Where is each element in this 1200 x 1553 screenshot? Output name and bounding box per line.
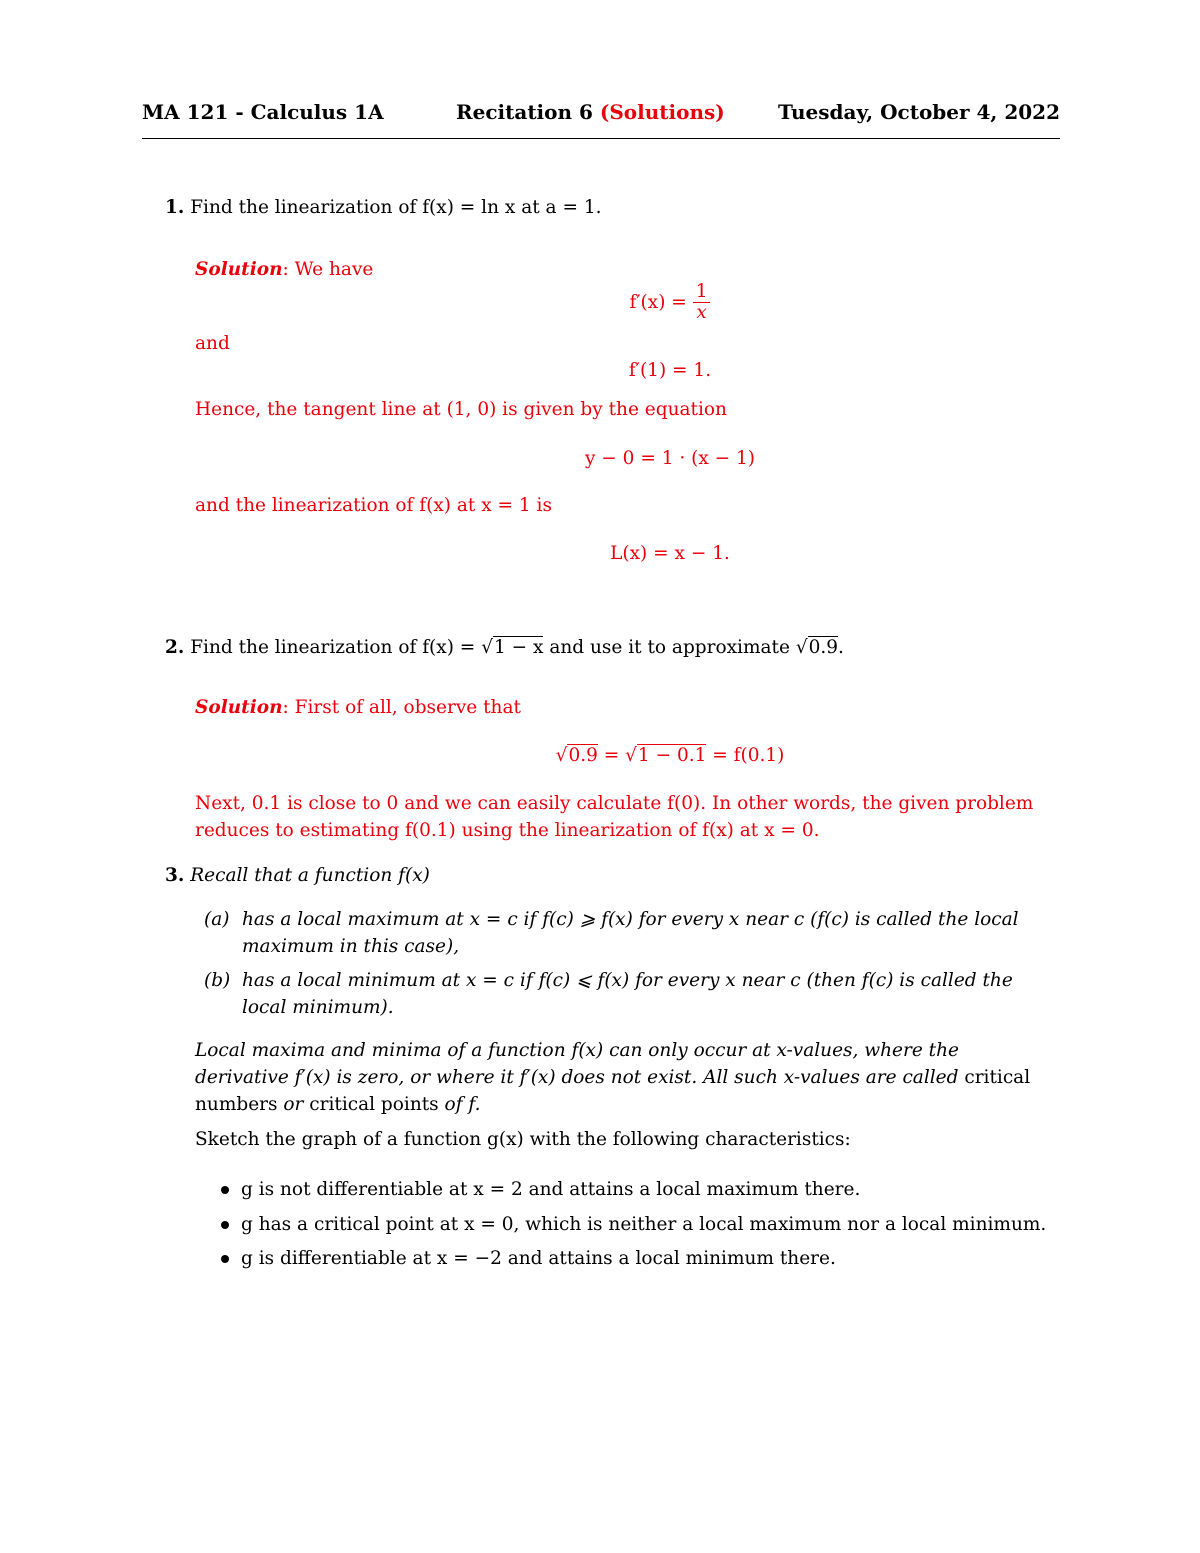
- equation-tangent-line: y − 0 = 1 · (x − 1): [584, 448, 756, 469]
- item-b-line2: local minimum).: [242, 997, 394, 1018]
- course-title: MA 121 - Calculus 1A: [142, 100, 384, 124]
- item-b-line1: has a local minimum at x = c if f(c) ⩽ f(x) for every x near c (then f(c) is called the: [242, 970, 1013, 991]
- sqrt-zero-point-nine: √0.9: [795, 637, 839, 658]
- list-item-text: g is differentiable at x = −2 and attains a local minimum there.: [241, 1248, 836, 1269]
- solution-intro-text: : First of all, observe that: [282, 697, 521, 718]
- problem2-text-b: and use it to approximate: [543, 637, 796, 658]
- list-item: [221, 1247, 836, 1271]
- equation-linearization: L(x) = x − 1.: [610, 543, 730, 564]
- radicand-one-minus-x: 1 − x: [493, 637, 544, 658]
- header-rule: [142, 138, 1060, 139]
- problem1-text: Find the linearization of f(x) = ln x at a = 1.: [190, 197, 602, 218]
- problem1-question: [165, 196, 602, 220]
- item-a-label: (a): [204, 909, 230, 930]
- linearization-text: and the linearization of f(x) at x = 1 is: [195, 495, 552, 516]
- equation-sqrt-identity: [142, 744, 1198, 768]
- bullet-icon: [221, 1221, 229, 1229]
- recitation-label: Recitation 6: [456, 100, 593, 124]
- fraction-denominator: x: [696, 302, 707, 324]
- equation-derivative-at-1: f′(1) = 1.: [628, 360, 712, 381]
- recitation-title: [456, 100, 725, 124]
- critical-points-line2: [195, 1066, 1030, 1090]
- list-item-text: g has a critical point at x = 0, which is neither a local maximum nor a local minimum.: [241, 1214, 1047, 1235]
- problem2-solution-intro: [195, 696, 521, 720]
- problem1-number: 1.: [165, 197, 185, 218]
- sketch-instruction: Sketch the graph of a function g(x) with the following characteristics:: [195, 1129, 851, 1150]
- equation-derivative: [142, 282, 1198, 324]
- bullet-icon: [221, 1186, 229, 1194]
- equals-sign: =: [597, 745, 626, 766]
- item-a-line1: has a local maximum at x = c if f(c) ⩾ f(x) for every x near c (f(c) is called the local: [242, 909, 1019, 930]
- problem1-solution-intro: [195, 258, 373, 282]
- item-a-line2: maximum in this case),: [242, 936, 460, 957]
- and-text: and: [195, 333, 230, 354]
- tangent-line-text: Hence, the tangent line at (1, 0) is given by the equation: [195, 399, 727, 420]
- term-critical: critical: [964, 1067, 1031, 1088]
- problem2-text-a: Find the linearization of f(x) =: [190, 637, 482, 658]
- connector-of-f: of f.: [438, 1094, 481, 1115]
- problem2-next-line1: Next, 0.1 is close to 0 and we can easily calculate f(0). In other words, the given problem: [195, 793, 1034, 814]
- list-item-text: g is not differentiable at x = 2 and attains a local maximum there.: [241, 1179, 861, 1200]
- problem3-number: 3.: [165, 865, 185, 886]
- problem2-number: 2.: [165, 637, 185, 658]
- equation-end: = f(0.1): [706, 745, 785, 766]
- solution-label: Solution: [195, 697, 283, 718]
- solution-label: Solution: [195, 259, 283, 280]
- critical-points-line3: [195, 1093, 481, 1117]
- critical-points-text: derivative f′(x) is zero, or where it f′(x) does not exist. All such x-values are called: [195, 1067, 965, 1088]
- fraction-one-over-x: [693, 282, 711, 324]
- date: Tuesday, October 4, 2022: [777, 100, 1060, 124]
- list-item: [221, 1213, 1046, 1237]
- connector-or: or: [277, 1094, 310, 1115]
- bullet-icon: [221, 1255, 229, 1263]
- solutions-tag: (Solutions): [599, 100, 725, 124]
- page-header: [142, 100, 1060, 130]
- solution-intro-text: : We have: [282, 259, 374, 280]
- recall-text: Recall that a function f(x): [190, 865, 430, 886]
- term-numbers: numbers: [195, 1094, 278, 1115]
- sqrt-one-minus-x: √1 − x: [481, 637, 544, 658]
- sqrt-zero-point-nine: √0.9: [555, 745, 598, 766]
- radicand-zero-point-nine: 0.9: [808, 637, 839, 658]
- item-b-label: (b): [204, 970, 231, 991]
- sqrt-one-minus-point-one: √1 − 0.1: [625, 745, 707, 766]
- problem3-recall: [165, 864, 430, 888]
- problem2-question: [165, 636, 844, 660]
- radicand: 1 − 0.1: [637, 745, 707, 766]
- list-item: [221, 1178, 860, 1202]
- eq1-lhs: f′(x) =: [629, 291, 687, 313]
- critical-points-line1: Local maxima and minima of a function f(x) can only occur at x-values, where the: [195, 1040, 959, 1061]
- term-critical-points: critical points: [309, 1094, 439, 1115]
- fraction-numerator: 1: [693, 282, 711, 303]
- radicand: 0.9: [568, 745, 598, 766]
- problem2-period: .: [838, 637, 844, 658]
- problem2-next-line2: reduces to estimating f(0.1) using the linearization of f(x) at x = 0.: [195, 820, 820, 841]
